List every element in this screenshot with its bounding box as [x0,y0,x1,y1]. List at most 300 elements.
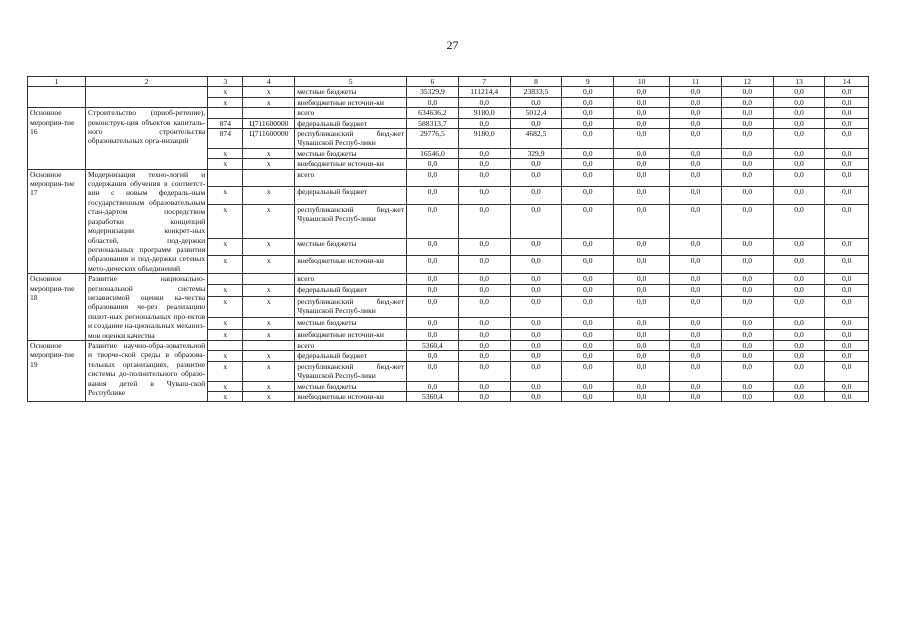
code-cell [208,108,243,118]
value-cell: 0,0 [562,256,614,274]
value-cell: 0,0 [614,148,670,158]
value-cell: 0,0 [670,159,722,169]
source-cell: республиканский бюд-жет Чувашской Респуб-лики [295,129,407,149]
value-cell: 0,0 [773,148,825,158]
value-cell: 0,0 [614,129,670,149]
code-cell: х [208,351,243,361]
value-cell: 0,0 [825,340,869,350]
source-cell: местные бюджеты [295,318,407,329]
source-cell: федеральный бюджет [295,187,407,205]
value-cell: 0,0 [614,351,670,361]
code-cell: х [243,87,295,97]
code-cell [243,169,295,187]
value-cell: 0,0 [670,351,722,361]
event-number-cell: Основное мероприя-тие 19 [28,340,86,401]
code-cell: х [243,97,295,107]
value-cell: 0,0 [721,381,773,391]
code-cell: х [243,285,295,296]
value-cell: 0,0 [773,256,825,274]
code-cell: х [208,238,243,256]
code-cell [208,274,243,285]
value-cell: 0,0 [721,392,773,402]
value-cell: 0,0 [773,329,825,340]
event-description-cell: Развитие национально-региональной системы независимой оценки ка-чества образования че-рез реализацию пилот-ных региональных про-ектов и создание на-циональных механиз-мов оценки качества [86,274,208,341]
header-cell: 13 [773,77,825,87]
value-cell: 0,0 [773,159,825,169]
code-cell: х [208,256,243,274]
source-cell: всего [295,108,407,118]
value-cell: 0,0 [721,159,773,169]
value-cell: 0,0 [825,97,869,107]
source-cell: внебюджетные источни-ки [295,329,407,340]
header-cell: 10 [614,77,670,87]
value-cell: 0,0 [614,329,670,340]
value-cell: 0,0 [510,256,562,274]
value-cell: 0,0 [510,159,562,169]
value-cell: 0,0 [670,118,722,128]
value-cell: 0,0 [825,274,869,285]
value-cell: 0,0 [510,361,562,381]
value-cell: 0,0 [773,97,825,107]
header-cell: 8 [510,77,562,87]
value-cell: 0,0 [825,169,869,187]
value-cell: 0,0 [721,108,773,118]
value-cell: 0,0 [407,329,459,340]
value-cell: 0,0 [562,97,614,107]
value-cell: 0,0 [773,296,825,318]
header-cell: 5 [295,77,407,87]
value-cell: 0,0 [614,205,670,239]
code-cell: х [243,329,295,340]
value-cell: 0,0 [721,340,773,350]
value-cell: 0,0 [407,238,459,256]
value-cell: 0,0 [825,159,869,169]
table-row [28,169,869,187]
code-cell: х [208,87,243,97]
value-cell: 0,0 [458,148,510,158]
value-cell: 0,0 [670,392,722,402]
header-cell: 2 [86,77,208,87]
table-row [28,108,869,118]
budget-table [27,76,869,402]
value-cell: 0,0 [670,205,722,239]
value-cell: 0,0 [825,329,869,340]
empty-cell [28,97,86,107]
value-cell: 0,0 [562,296,614,318]
value-cell: 0,0 [670,87,722,97]
value-cell: 0,0 [458,329,510,340]
value-cell: 0,0 [458,296,510,318]
value-cell: 35329,9 [407,87,459,97]
value-cell: 0,0 [562,285,614,296]
value-cell: 5360,4 [407,340,459,350]
value-cell: 0,0 [721,205,773,239]
value-cell: 0,0 [458,238,510,256]
value-cell: 5012,4 [510,108,562,118]
value-cell: 0,0 [458,318,510,329]
value-cell: 0,0 [458,274,510,285]
value-cell: 0,0 [614,274,670,285]
empty-cell [86,97,208,107]
code-cell: х [243,148,295,158]
value-cell: 0,0 [773,318,825,329]
value-cell: 0,0 [614,187,670,205]
code-cell: х [243,351,295,361]
value-cell: 0,0 [825,238,869,256]
value-cell: 0,0 [510,274,562,285]
value-cell: 0,0 [614,285,670,296]
value-cell: 0,0 [407,97,459,107]
value-cell: 0,0 [825,87,869,97]
value-cell: 0,0 [773,285,825,296]
code-cell: х [243,361,295,381]
code-cell: х [243,256,295,274]
table-row [28,340,869,350]
header-cell: 12 [721,77,773,87]
value-cell: 0,0 [614,97,670,107]
event-description-cell: Модернизация техно-логий и содержания обучения в соответст-вии с новым федераль-ным государственным образовательным стан-дартом посредством разработки концепций модернизации конкрет-ных областей, под-держки региональных программ развития образования и под-держки сетевых мето-дических объединений [86,169,208,273]
value-cell: 0,0 [721,296,773,318]
value-cell: 0,0 [614,87,670,97]
value-cell: 0,0 [562,351,614,361]
value-cell: 0,0 [773,108,825,118]
value-cell: 9180,0 [458,129,510,149]
value-cell: 111214,4 [458,87,510,97]
value-cell: 0,0 [721,129,773,149]
code-cell: х [208,285,243,296]
value-cell: 0,0 [670,129,722,149]
event-description-cell: Строительство (приоб-ретение), реконструк-ция объектов капиталь-ного строительства образовательных орга-низаций [86,108,208,169]
value-cell: 0,0 [562,329,614,340]
value-cell: 0,0 [458,159,510,169]
value-cell: 0,0 [562,238,614,256]
header-cell: 14 [825,77,869,87]
table-row [28,274,869,285]
value-cell: 0,0 [670,318,722,329]
value-cell: 9180,0 [458,108,510,118]
code-cell: х [208,205,243,239]
code-cell: х [243,392,295,402]
value-cell: 0,0 [407,169,459,187]
value-cell: 0,0 [458,340,510,350]
value-cell: 0,0 [407,285,459,296]
source-cell: всего [295,169,407,187]
source-cell: федеральный бюджет [295,351,407,361]
value-cell: 0,0 [721,187,773,205]
code-cell [208,169,243,187]
code-cell: х [243,205,295,239]
code-cell: х [243,296,295,318]
value-cell: 588313,7 [407,118,459,128]
code-cell: х [208,381,243,391]
value-cell: 0,0 [721,351,773,361]
source-cell: местные бюджеты [295,238,407,256]
code-cell [243,108,295,118]
value-cell: 0,0 [721,148,773,158]
empty-cell [86,87,208,97]
value-cell: 0,0 [510,187,562,205]
value-cell: 0,0 [407,351,459,361]
value-cell: 0,0 [825,318,869,329]
value-cell: 0,0 [562,340,614,350]
value-cell: 0,0 [773,381,825,391]
page-number: 27 [446,38,459,52]
code-cell: х [208,296,243,318]
value-cell: 0,0 [510,238,562,256]
value-cell: 0,0 [721,329,773,340]
value-cell: 0,0 [670,340,722,350]
value-cell: 0,0 [510,205,562,239]
value-cell: 0,0 [407,159,459,169]
code-cell: х [208,318,243,329]
value-cell: 0,0 [825,187,869,205]
code-cell: х [208,329,243,340]
value-cell: 0,0 [562,381,614,391]
value-cell: 0,0 [458,205,510,239]
value-cell: 0,0 [825,361,869,381]
value-cell: 0,0 [721,97,773,107]
source-cell: внебюджетные источни-ки [295,256,407,274]
header-cell: 7 [458,77,510,87]
value-cell: 0,0 [407,318,459,329]
source-cell: внебюджетные источни-ки [295,392,407,402]
value-cell: 0,0 [407,361,459,381]
value-cell: 0,0 [614,318,670,329]
table-row [28,87,869,97]
value-cell: 0,0 [510,169,562,187]
value-cell: 0,0 [773,351,825,361]
value-cell: 0,0 [721,238,773,256]
value-cell: 0,0 [510,296,562,318]
value-cell: 0,0 [562,108,614,118]
source-cell: республиканский бюд-жет Чувашской Респуб-лики [295,296,407,318]
value-cell: 0,0 [773,169,825,187]
value-cell: 0,0 [670,256,722,274]
header-cell: 4 [243,77,295,87]
value-cell: 0,0 [773,274,825,285]
code-cell: х [243,159,295,169]
value-cell: 0,0 [825,205,869,239]
empty-cell [28,87,86,97]
code-cell [243,340,295,350]
header-cell: 11 [670,77,722,87]
value-cell: 0,0 [562,148,614,158]
value-cell: 0,0 [825,381,869,391]
code-cell: х [208,361,243,381]
code-cell: Ц711600000 [243,118,295,128]
value-cell: 0,0 [825,285,869,296]
value-cell: 0,0 [407,205,459,239]
value-cell: 0,0 [458,392,510,402]
value-cell: 0,0 [825,148,869,158]
code-cell: х [208,187,243,205]
value-cell: 0,0 [614,340,670,350]
value-cell: 0,0 [458,381,510,391]
value-cell: 0,0 [458,285,510,296]
source-cell: местные бюджеты [295,381,407,391]
value-cell: 23833,5 [510,87,562,97]
header-cell: 6 [407,77,459,87]
code-cell: х [243,318,295,329]
value-cell: 0,0 [614,256,670,274]
code-cell: 874 [208,118,243,128]
code-cell: х [208,148,243,158]
value-cell: 0,0 [721,274,773,285]
value-cell: 0,0 [773,87,825,97]
value-cell: 0,0 [562,274,614,285]
value-cell: 0,0 [562,169,614,187]
value-cell: 0,0 [670,361,722,381]
value-cell: 4682,5 [510,129,562,149]
value-cell: 0,0 [614,169,670,187]
source-cell: федеральный бюджет [295,285,407,296]
value-cell: 0,0 [670,274,722,285]
value-cell: 0,0 [510,318,562,329]
value-cell: 0,0 [562,205,614,239]
source-cell: всего [295,340,407,350]
value-cell: 0,0 [721,256,773,274]
source-cell: республиканский бюд-жет Чувашской Респуб-лики [295,361,407,381]
code-cell: х [208,392,243,402]
value-cell: 0,0 [773,205,825,239]
value-cell: 0,0 [614,392,670,402]
value-cell: 0,0 [614,296,670,318]
value-cell: 0,0 [825,296,869,318]
code-cell: х [243,187,295,205]
value-cell: 0,0 [458,169,510,187]
value-cell: 0,0 [510,381,562,391]
value-cell: 0,0 [721,169,773,187]
source-cell: внебюджетные источни-ки [295,97,407,107]
header-cell: 3 [208,77,243,87]
value-cell: 0,0 [825,129,869,149]
value-cell: 0,0 [773,238,825,256]
event-number-cell: Основное мероприя-тие 18 [28,274,86,341]
value-cell: 0,0 [773,129,825,149]
code-cell: Ц711600000 [243,129,295,149]
event-number-cell: Основное мероприя-тие 16 [28,108,86,169]
value-cell: 0,0 [825,392,869,402]
value-cell: 0,0 [670,187,722,205]
source-cell: местные бюджеты [295,148,407,158]
value-cell: 0,0 [825,256,869,274]
value-cell: 0,0 [614,238,670,256]
value-cell: 0,0 [670,169,722,187]
value-cell: 0,0 [825,108,869,118]
code-cell: х [243,238,295,256]
value-cell: 0,0 [773,361,825,381]
source-cell: внебюджетные источни-ки [295,159,407,169]
value-cell: 0,0 [614,159,670,169]
value-cell: 0,0 [407,187,459,205]
value-cell: 0,0 [407,296,459,318]
header-row [28,77,869,87]
code-cell: х [243,381,295,391]
code-cell: х [208,159,243,169]
event-description-cell: Развитие научно-обра-зовательной и творче-ской среды в образова-тельных организациях, развитие системы до-полнительного образо-вания детей в Чуваш-ской Республике [86,340,208,401]
header-cell: 1 [28,77,86,87]
value-cell: 0,0 [458,361,510,381]
value-cell: 634636,2 [407,108,459,118]
value-cell: 0,0 [458,118,510,128]
value-cell: 0,0 [773,340,825,350]
value-cell: 0,0 [670,329,722,340]
value-cell: 0,0 [510,285,562,296]
value-cell: 0,0 [825,118,869,128]
table-row [28,97,869,107]
value-cell: 0,0 [670,148,722,158]
code-cell: 874 [208,129,243,149]
value-cell: 0,0 [562,129,614,149]
value-cell: 0,0 [670,238,722,256]
value-cell: 0,0 [458,187,510,205]
value-cell: 329,9 [510,148,562,158]
source-cell: местные бюджеты [295,87,407,97]
value-cell: 0,0 [407,381,459,391]
value-cell: 0,0 [510,118,562,128]
value-cell: 0,0 [562,159,614,169]
value-cell: 0,0 [773,392,825,402]
value-cell: 0,0 [407,256,459,274]
value-cell: 0,0 [614,108,670,118]
value-cell: 0,0 [562,87,614,97]
value-cell: 0,0 [670,285,722,296]
code-cell [208,340,243,350]
value-cell: 0,0 [510,392,562,402]
value-cell: 0,0 [562,118,614,128]
value-cell: 0,0 [562,187,614,205]
source-cell: республиканский бюд-жет Чувашской Респуб-лики [295,205,407,239]
value-cell: 0,0 [670,97,722,107]
value-cell: 0,0 [614,118,670,128]
value-cell: 0,0 [407,274,459,285]
value-cell: 0,0 [458,351,510,361]
value-cell: 16546,0 [407,148,459,158]
value-cell: 29776,5 [407,129,459,149]
value-cell: 0,0 [721,118,773,128]
value-cell: 5360,4 [407,392,459,402]
value-cell: 0,0 [510,329,562,340]
source-cell: федеральный бюджет [295,118,407,128]
header-cell: 9 [562,77,614,87]
code-cell [243,274,295,285]
value-cell: 0,0 [825,351,869,361]
value-cell: 0,0 [562,361,614,381]
value-cell: 0,0 [614,381,670,391]
value-cell: 0,0 [562,392,614,402]
value-cell: 0,0 [670,108,722,118]
value-cell: 0,0 [721,361,773,381]
value-cell: 0,0 [510,340,562,350]
value-cell: 0,0 [510,97,562,107]
event-number-cell: Основное мероприя-тие 17 [28,169,86,273]
value-cell: 0,0 [510,351,562,361]
value-cell: 0,0 [562,318,614,329]
value-cell: 0,0 [458,97,510,107]
value-cell: 0,0 [670,381,722,391]
value-cell: 0,0 [773,118,825,128]
code-cell: х [208,97,243,107]
value-cell: 0,0 [614,361,670,381]
value-cell: 0,0 [721,87,773,97]
value-cell: 0,0 [721,318,773,329]
source-cell: всего [295,274,407,285]
value-cell: 0,0 [721,285,773,296]
value-cell: 0,0 [670,296,722,318]
value-cell: 0,0 [773,187,825,205]
table-body [28,87,869,402]
value-cell: 0,0 [458,256,510,274]
